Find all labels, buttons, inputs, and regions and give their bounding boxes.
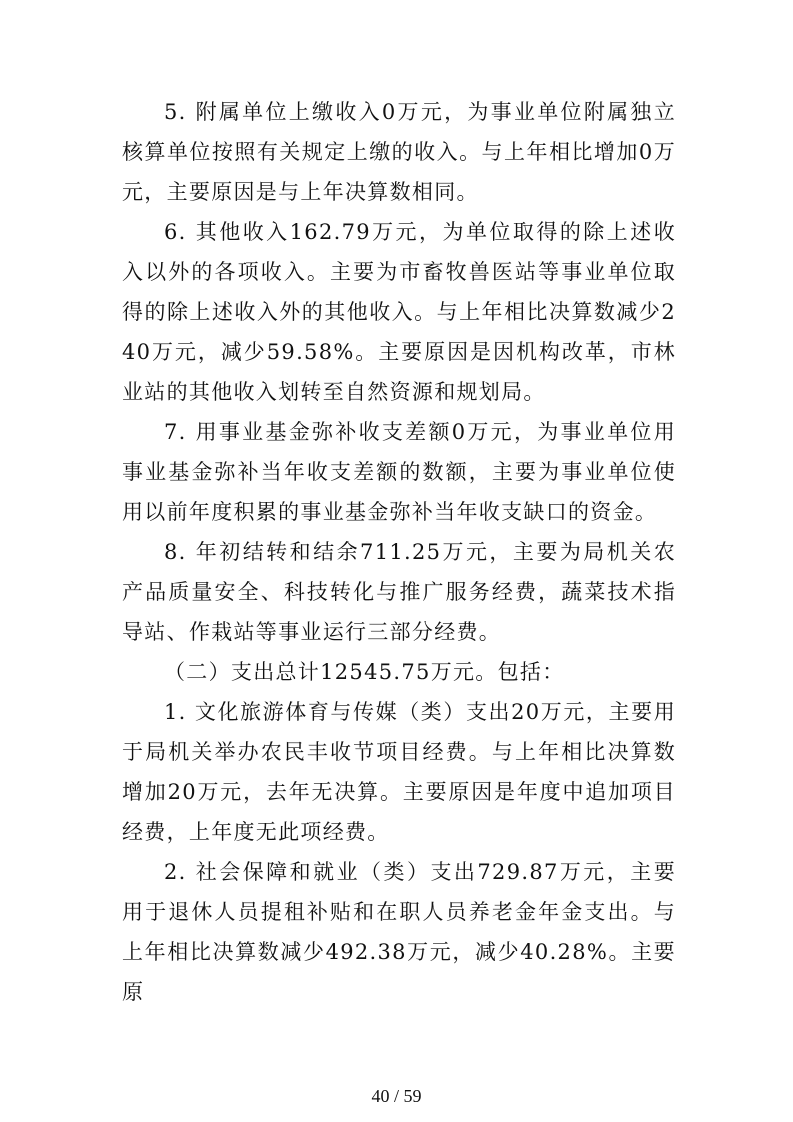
paragraph-business-fund: 7. 用事业基金弥补收支差额0万元，为事业单位用事业基金弥补当年收支差额的数额，主要为事业单位使用以前年度积累的事业基金弥补当年收支缺口的资金。 — [122, 420, 676, 524]
page-number: 40 / 59 — [371, 1086, 422, 1106]
section-heading-expenditure: （二）支出总计12545.75万元。包括： — [164, 660, 565, 684]
paragraph-carryover-balance: 8. 年初结转和结余711.25万元，主要为局机关农产品质量安全、科技转化与推广服务经费，蔬菜技术指导站、作栽站等事业运行三部分经费。 — [122, 540, 676, 644]
paragraph-other-income: 6. 其他收入162.79万元，为单位取得的除上述收入以外的各项收入。主要为市畜牧兽医站等事业单位取得的除上述收入外的其他收入。与上年相比决算数减少240万元，减少59.58%。主要原因是因机构改革，市林业站的其他收入划转至自然资源和规划局。 — [122, 220, 676, 404]
document-body — [122, 92, 676, 1012]
paragraph-attached-unit-income: 5. 附属单位上缴收入0万元，为事业单位附属独立核算单位按照有关规定上缴的收入。与上年相比增加0万元，主要原因是与上年决算数相同。 — [122, 100, 676, 204]
paragraph-culture-expenditure: 1. 文化旅游体育与传媒（类）支出20万元，主要用于局机关举办农民丰收节项目经费。与上年相比决算数增加20万元，去年无决算。主要原因是年度中追加项目经费，上年度无此项经费。 — [122, 700, 676, 844]
paragraph-social-security-expenditure: 2. 社会保障和就业（类）支出729.87万元，主要用于退休人员提租补贴和在职人员养老金年金支出。与上年相比决算数减少492.38万元，减少40.28%。主要原 — [122, 860, 676, 1004]
